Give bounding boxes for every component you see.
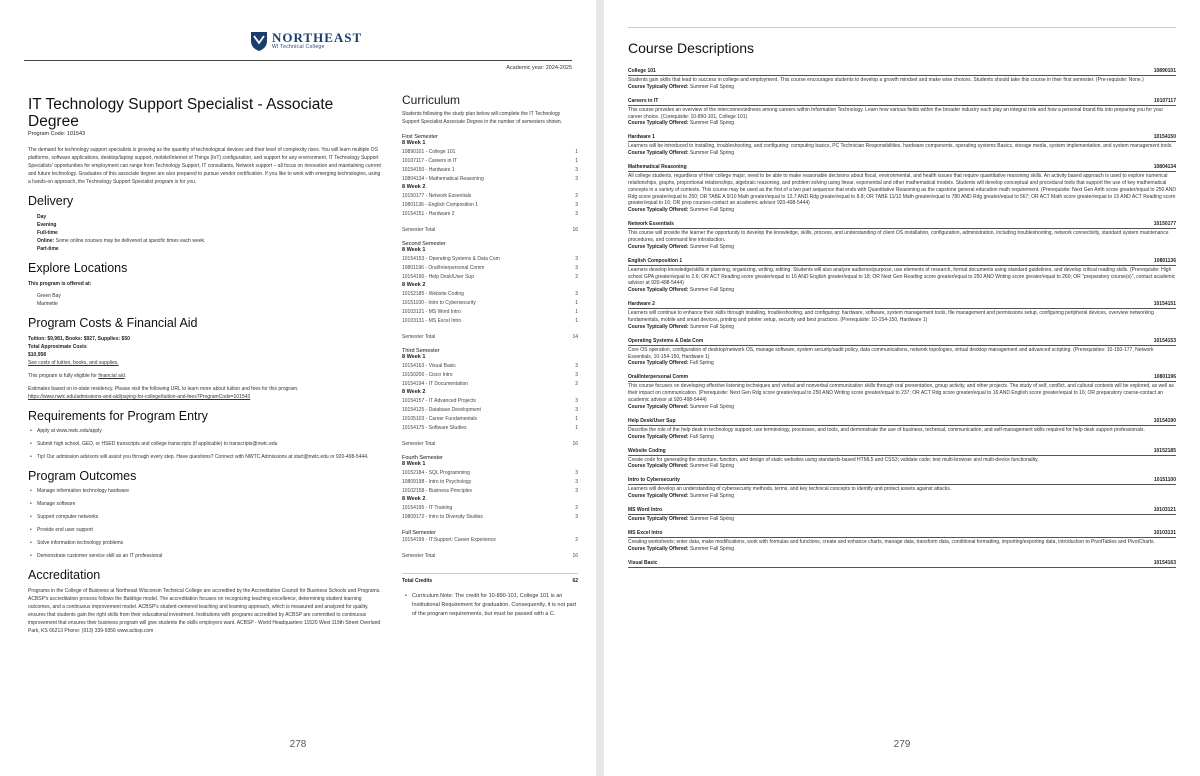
locations-list [28,292,384,308]
course-credits: 2 [575,274,578,280]
course-header [628,374,1176,382]
course-credits: 3 [575,202,578,208]
semester-total-value: 16 [572,441,578,447]
course-name: 10154125 - Database Development [402,407,481,413]
course-credits: 1 [575,425,578,431]
page-gutter [596,0,604,776]
offered-label: Course Typically Offered: [628,433,689,440]
course-header [628,560,1176,568]
course-credits: 3 [575,291,578,297]
college-logo [250,30,362,52]
course-row [402,255,578,264]
course-desc: This course will provide the learner the opportunity to develop the knowledge, skills, process, and understanding of client OS installation, configuration, administration, including troubleshooting, network connectivity, standard system maintenance procedures, and command line introduction. [628,230,1169,243]
course-title: College 101 [628,68,656,74]
course-header [628,258,1176,266]
delivery-list [28,213,384,253]
total-credits-row [402,573,578,584]
course-row [402,273,578,282]
course-offered [628,324,1176,331]
course-row [402,299,578,308]
semester-total-label: Semester Total [402,334,436,340]
delivery-item: Part-time [37,246,59,252]
semester-name: Fourth Semester [402,455,443,461]
course-description [628,560,1176,568]
course-description [628,418,1176,441]
logo-wordmark: NORTHEAST [272,30,363,45]
course-header [628,338,1176,346]
course-name: 10809198 - Intro to Psychology [402,479,472,485]
course-title: MS Excel Intro [628,530,663,537]
course-desc: Describe the role of the help desk in technology support, use terminology, processes, and tools, and demonstrate the use of business, technical, communication, and self-management skills required for help desk support professionals. [628,426,1145,433]
offered-label: Course Typically Offered: [628,360,689,367]
course-row [402,201,578,210]
course-code: 10103121 [1153,507,1176,514]
course-descriptions-heading: Course Descriptions [628,40,755,56]
course-header [628,301,1176,309]
course-name: 10801196 - Oral/Interpersonal Comm [402,265,485,271]
course-credits: 3 [575,470,578,476]
academic-year: Academic year: 2024-2025 [506,65,572,71]
course-title: MS Word Intro [628,507,663,514]
course-name: 10154150 - Hardware 1 [402,167,455,173]
course-credits: 3 [575,211,578,217]
financial-aid-link[interactable]: financial aid [98,373,125,379]
course-row [402,536,578,545]
offered-terms: Summer Fall Spring [689,120,735,127]
course-description [628,301,1176,331]
outcome-item: • Support computer networks [28,514,384,521]
offered-terms: Fall Spring [689,360,714,367]
course-offered [628,434,1176,441]
course-name: 10150177 - Network Essentials [402,193,472,199]
entry-item: • Apply at www.nwtc.edu/apply [28,428,384,435]
page-number: 278 [289,739,307,750]
offered-label: Course Typically Offered: [628,323,689,330]
course-row [402,362,578,371]
cost-breakdown: Tuition: $9,981, Books: $927, Supplies: $50 [28,336,130,342]
course-offered [628,244,1176,251]
entry-list [28,428,384,461]
semester-total-label: Semester Total [402,553,436,559]
course-title: Intro to Cybersecurity [628,477,680,484]
week-label: 8 Week 1 [402,247,426,253]
semester-total-label: Semester Total [402,441,436,447]
course-name: 10107117 - Careers in IT [402,158,458,164]
course-name: 10105103 - Career Fundamentals [402,416,478,422]
outcome-item: • Solve information technology problems [28,540,384,547]
semester-total-row [402,227,578,233]
curriculum-intro: Students following the study plan below will complete the IT Technology Support Specialist Associate Degree in the number of semesters shown. [402,111,563,125]
course-credits: 2 [575,505,578,511]
semester-name: First Semester [402,134,438,140]
accreditation-heading: Accreditation [28,568,101,582]
course-description [628,221,1176,251]
course-title: Careers in IT [628,97,659,104]
course-name: 10154163 - Visual Basic [402,363,456,369]
course-row [402,192,578,201]
header-rule [628,27,1176,28]
course-row [402,175,578,184]
offered-terms: Summer Fall Spring [689,83,735,90]
program-title: IT Technology Support Specialist - Associate Degree [28,96,334,130]
costs-heading: Program Costs & Financial Aid [28,316,198,330]
course-desc: Learners develop knowledge/skills in planning, organizing, writing, editing. Students will also analyze audience/purpose, use elements of research, format documents using standard guidelines, and develop critical reading skills. (Prerequisite: High school GPA greater/equal to 2.6; OR ACT Reading score greater/equal to 16 AND English greater/equal to 18; OR Next Gen Reading score greater/equal to 250 AND Writing score greater/equal to 260; OR "preparatory course(s)", contact academic advisor at 920-498-5444) [628,266,1176,287]
course-row [402,290,578,299]
course-credits: 2 [575,537,578,543]
offered-label: Course Typically Offered: [628,403,689,410]
course-credits: 3 [575,372,578,378]
course-name: 10102158 - Business Principles [402,488,473,494]
offered-label: Course Typically Offered: [628,463,689,470]
logo-subtitle: WI Technical College [272,44,325,50]
course-description [628,374,1176,410]
semester-total-value: 14 [572,334,578,340]
semester-name: Second Semester [402,241,446,247]
week-label: 8 Week 1 [402,354,426,360]
course-name: 10152184 - SQL Programming [402,470,470,476]
cost-total: $10,958 [28,352,47,358]
course-row [402,264,578,273]
course-code: 10150177 [1153,221,1176,228]
course-credits: 3 [575,265,578,271]
course-name: 10154195 - IT Training [402,505,453,511]
program-code: Program Code: 101543 [28,131,86,137]
course-row [402,148,578,157]
course-name: 10154151 - Hardware 2 [402,211,455,217]
total-credits-value: 62 [572,578,578,584]
course-credits: 3 [575,398,578,404]
course-name: 10154153 - Operating Systems & Data Com [402,256,500,262]
tuition-url-link[interactable]: https://www.nwtc.edu/admissions-and-aid/paying-for-college/tuition-and-fees?ProgramCode=101543 [28,394,251,400]
course-row [402,487,578,496]
entry-item: • Tip! Our admission advisors will assist you through every step. Have questions? Connect with NWTC Admissions at start@nwtc.edu or 920-498-5444. [28,454,384,461]
course-header [628,98,1176,106]
semester-total-label: Semester Total [402,227,436,233]
week-label: 8 Week 2 [402,389,426,395]
entry-item: • Submit high school, GED, or HSED transcripts and college transcripts (if applicable) to transcripts@nwtc.edu [28,441,384,448]
course-description [628,258,1176,294]
page-number: 279 [893,739,911,750]
location-item: Green Bay [37,293,61,299]
page-left [0,0,596,776]
course-row [402,308,578,317]
locations-heading: Explore Locations [28,261,128,275]
delivery-online: Online: Some online courses may be delivered at specific times each week. [37,238,206,244]
course-offered [628,150,1176,157]
course-description [628,477,1176,500]
course-credits: 3 [575,488,578,494]
program-intro: The demand for technology support specialists is growing as the quantity of technological devices and their level of complexity rises. You will learn multiple OS platforms, software applications, desktop/laptop support, mobile/Internet of Things (IoT) configuration, and support for any environment. IT Technology Support Specialists' opportunities for employment can range from Technology Support, IT consultants, Network support – all focus on innovation and maintaining current and future technology. Graduates of this associate degree are also prepared to pursue vendor certification. If you like to work with emerging technologies, using a hands-on approach, the Technology Support Specialist program is for you. [28,147,381,185]
course-code: 10154153 [1153,337,1176,344]
course-credits: 3 [575,363,578,369]
outcome-item: • Manage software [28,501,384,508]
offered-label: Course Typically Offered: [628,545,689,552]
offered-label: Course Typically Offered: [628,287,689,294]
curriculum-note: • Curriculum Note: The credit for 10-890-101, College 101 is an Institutional Requirement for graduation. Consequently, it is not part of the program requirements, but must be passed with a C. [402,592,578,619]
course-code: 10154163 [1153,559,1176,566]
course-desc: Creating worksheets; enter data, make modifications, work with formulas and functions, create and enhance charts, manage data, transform data, conditional formatting, importing/exporting data, introduction to PivotTables and PivotCharts. [628,539,1155,546]
delivery-item: Full-time [37,230,58,236]
course-title: Oral/Interpersonal Comm [628,374,689,381]
course-code: 10801136 [1154,257,1176,264]
course-row [402,380,578,389]
course-code: 10152185 [1153,447,1176,454]
course-offered [628,516,1176,523]
semester-total-row [402,553,578,559]
course-row [402,317,578,326]
course-credits: 3 [575,514,578,520]
course-title: Visual Basic [628,559,658,566]
course-name: 10890101 - College 101 [402,149,456,155]
semester-total-value: 16 [572,553,578,559]
offered-terms: Fall Spring [689,433,714,440]
week-label: 8 Week 2 [402,184,426,190]
course-row [402,210,578,219]
week-label: 8 Week 1 [402,461,426,467]
course-desc: Create code for generating the structure, function, and design of static websites using standards-based HTML5 and CSS3; validate code; test multi-browser and multi-device functionality. [628,456,1039,463]
course-header [628,530,1176,538]
course-desc: All college students, regardless of their college major, need to be able to make reasonable decisions about fiscal, environmental, and health issues that require quantitative reasoning skills. An activity based approach is used to explore numerical relationships, graphs, proportional relationships, algebraic reasoning, and problem solving using linear, exponential and other mathematical models. Students will develop conceptual and procedural tools that support the use of key mathematical concepts in a variety of contexts. This course may be used as the first of a two part sequence that ends with Quantitative Reasoning as the capstone general education math requirement. (Prerequisite: Next Gen Arith score greater/equal to 250 AND Rdg score greater/equal to 250; OR TABE A 9/10 Math greater/equal to 12.7 AND Rdg greater/equal to 8.8; OR TABE 11/12 Math greater/equal to 780 AND Rdg greater/equal to 567; OR ACT Math score greater/equal to 15 AND ACT Reading score greater/equal to 16; OR prep courses-contact an academic advisor 920-498-5444) [628,173,1176,207]
offered-label: Course Typically Offered: [628,243,689,250]
offered-label: Course Typically Offered: [628,516,689,523]
course-offered [628,463,1176,470]
program-overview [28,96,384,635]
offered-terms: Summer Fall Spring [689,463,735,470]
offered-label: Course Typically Offered: [628,493,689,500]
delivery-item: Day [37,214,47,220]
course-credits: 1 [575,158,578,164]
semester-total-row [402,441,578,447]
course-offered [628,287,1176,294]
course-name: 10154157 - IT Advanced Projects [402,398,476,404]
course-description [628,448,1176,471]
course-desc: Core OS operation, configuration of desktop/network OS, manage software, system security/audit policy, data communications, network topologies, virtual desktop management and advanced scripting. (Prerequisites: 10-150-177, Network Essentials, 10-154-150, Hardware 1) [628,346,1154,360]
offered-label: Course Typically Offered: [628,83,689,90]
accreditation-text: Programs in the College of Business at Northeast Wisconsin Technical College are accredited by the Accreditation Council for Business Schools and Programs. ACBSP's accreditation process follows the Baldrige model. The accreditation focuses on recognizing teaching excellence, determining student learning outcomes, and a continuous improvement model. ACBSP's student-centered teaching and learning approach, which is measured and analyzed for quality, ensures that students gain the right skills from their educational investment. Institutions with programs accredited by ACBSP are committed to continuous improvement that ensures their business program will give students the skills employers want. ACBSP - World Headquarters 11520 West 119th Street Overland Park, KS 66213 Phone: (913) 339-9356 www.acbsp.com [28,588,381,634]
course-name: 10103131 - MS Excel Intro [402,318,462,324]
entry-heading: Requirements for Program Entry [28,409,208,423]
course-credits: 2 [575,381,578,387]
course-title: English Composition 1 [628,257,683,264]
offered-terms: Summer Fall Spring [689,323,735,330]
semester-name: Third Semester [402,348,440,354]
course-header [628,221,1176,229]
course-offered [628,546,1176,553]
course-header [628,134,1176,142]
course-title: Hardware 2 [628,301,655,308]
course-credits: 1 [575,300,578,306]
course-code: 10154151 [1153,301,1176,308]
course-row [402,166,578,175]
outcome-item: • Provide end user support [28,527,384,534]
course-name: 10154175 - Software Studies [402,425,467,431]
course-desc: Learners will develop an understanding of cybersecurity methods, terms, and key technical concepts to identify and protect assets against attacks. [628,486,952,493]
offered-terms: Summer Fall Spring [689,493,735,500]
course-header [628,507,1176,515]
offered-terms: Summer Fall Spring [689,243,735,250]
semester-name: Full Semester [402,530,436,536]
offered-terms: Summer Fall Spring [689,545,735,552]
course-credits: 1 [575,318,578,324]
course-name: 10154194 - IT Documentation [402,381,469,387]
outcome-item: • Manage information technology hardware [28,488,384,495]
course-credits: 3 [575,407,578,413]
course-offered [628,404,1176,411]
offered-label: Course Typically Offered: [628,120,689,127]
course-row [402,157,578,166]
course-name: 10804134 - Mathematical Reasoning [402,176,484,182]
course-title: Website Coding [628,447,666,454]
offered-label: Course Typically Offered: [628,207,689,214]
course-row [402,424,578,433]
course-credits: 1 [575,309,578,315]
course-offered [628,120,1176,127]
course-row [402,469,578,478]
course-name: 10801136 - English Composition 1 [402,202,479,208]
semester-total-value: 16 [572,227,578,233]
course-offered [628,84,1176,91]
course-description [628,68,1176,91]
cost-total-label: Total Approximate Costs [28,344,87,350]
course-header [628,477,1176,485]
course-code: 10154150 [1153,134,1176,141]
course-row [402,504,578,513]
course-name: 10151100 - Intro to Cybersecurity [402,300,476,306]
page-right [604,0,1200,776]
course-title: Mathematical Reasoning [628,164,687,171]
course-description [628,134,1176,157]
course-credits: 3 [575,176,578,182]
course-header [628,448,1176,456]
offered-label: Course Typically Offered: [628,150,689,157]
week-label: 8 Week 2 [402,282,426,288]
course-desc: This course focuses on developing effective listening techniques and verbal and nonverbal communication skills through oral presentation, group activity, and other projects. The study of self, conflict, and cultural contexts will be explored, as well as their impact on communication. (Prerequisite: Next Gen Rdg score greater/equal to 250 AND Writing score greater/equal to 237; OR ACT Rdg score greater/equal to 16 AND English score greater/equal to 16; OR preparatory course-contact an academic advisor at 920-498-5444) [628,383,1174,403]
offered-terms: Summer Fall Spring [689,287,735,294]
course-desc: Students gain skills that lead to success in college and employment. This course encourages students to develop a growth mindset and make wise choices. Students should take this course in their first semester. (Pre-requisite: None.) [628,77,1144,83]
course-credits: 2 [575,193,578,199]
course-list [628,68,1176,575]
course-offered [628,493,1176,500]
financial-aid-note: This program is fully eligible for financial aid. [28,373,127,379]
course-credits: 1 [575,416,578,422]
week-label: 8 Week 2 [402,496,426,502]
course-offered [628,360,1176,367]
course-row [402,478,578,487]
course-row [402,371,578,380]
course-desc: Learners will continue to enhance their skills through installing, troubleshooting, and configuring: hardware, software, system management tools, file management and permissions setup, configuring peripheral devices, overview networking fundamentals, mobile and smart devices, printing and printer setup, security and best practices. (Prerequisite: 10-154-150, Hardware 1) [628,310,1154,323]
semester-total-row [402,334,578,340]
course-name: 10154199 - IT:Support: Career Experience [402,537,496,543]
outcome-item: • Demonstrate customer service skill as an IT professional [28,553,384,560]
offered-terms: Summer Fall Spring [689,207,735,214]
locations-intro: This program is offered at: [28,281,92,287]
course-description [628,164,1176,214]
course-desc: This course provides an overview of the interconnectedness among careers within Information Technology. Learn how various fields within the broader industry each play an integral role and how a personal brand fits into preparing you for your career choice. (Corequisite: 10-890-101, College 101) [628,106,1164,120]
week-label: 8 Week 1 [402,140,426,146]
course-description [628,507,1176,523]
course-credits: 3 [575,167,578,173]
course-row [402,513,578,522]
course-header [628,68,1176,76]
course-row [402,415,578,424]
course-code: 10154190 [1153,417,1176,424]
course-name: 10150200 - Cisco Intro [402,372,453,378]
course-description [628,338,1176,368]
course-code: 10107117 [1154,97,1176,104]
course-code: 10151100 [1154,477,1176,484]
offered-terms: Summer Fall Spring [689,150,735,157]
course-name: 10103121 - MS Word Intro [402,309,461,315]
course-title: Help Desk/User Sup [628,417,676,424]
semester-list [402,134,578,559]
course-desc: Learners will be introduced to installing, troubleshooting, and configuring: computing basics, PC Technician Responsibilities, hardware components, operating systems Basics, storage media, system implementation, and system management tools. [628,143,1173,150]
course-name: 10152185 - Website Coding [402,291,464,297]
delivery-heading: Delivery [28,194,74,208]
outcomes-heading: Program Outcomes [28,469,137,483]
curriculum-column [402,93,578,619]
course-header [628,418,1176,426]
total-credits-label: Total Credits [402,578,433,584]
location-item: Marinette [37,301,58,307]
course-code: 10890101 [1153,68,1176,74]
course-name: 10154190 - Help Desk/User Sup [402,274,474,280]
course-code: 10103131 [1153,530,1176,537]
course-name: 10809172 - Intro to Diversity Studies [402,514,483,520]
course-row [402,406,578,415]
course-offered [628,207,1176,214]
shield-logo-icon [250,30,268,52]
course-title: Operating Systems & Data Com [628,337,704,344]
course-header [628,164,1176,172]
course-description [628,98,1176,128]
course-title: Network Essentials [628,221,674,228]
course-credits: 3 [575,479,578,485]
delivery-item: Evening [37,222,57,228]
course-row [402,397,578,406]
course-description [628,530,1176,553]
outcomes-list [28,488,384,560]
costs-link[interactable]: See costs of tuition, books, and supplies. [28,360,119,366]
header-rule [24,60,572,61]
offered-terms: Summer Fall Spring [689,403,735,410]
course-credits: 3 [575,256,578,262]
offered-terms: Summer Fall Spring [689,516,735,523]
course-title: Hardware 1 [628,134,655,141]
curriculum-heading: Curriculum [402,93,461,107]
course-code: 10804134 [1153,164,1176,171]
course-code: 10801196 [1154,374,1176,381]
estimate-note: Estimates based on in-state residency. Please visit the following URL to learn more about tuition and fees for this program. [28,386,299,392]
course-credits: 1 [575,149,578,155]
